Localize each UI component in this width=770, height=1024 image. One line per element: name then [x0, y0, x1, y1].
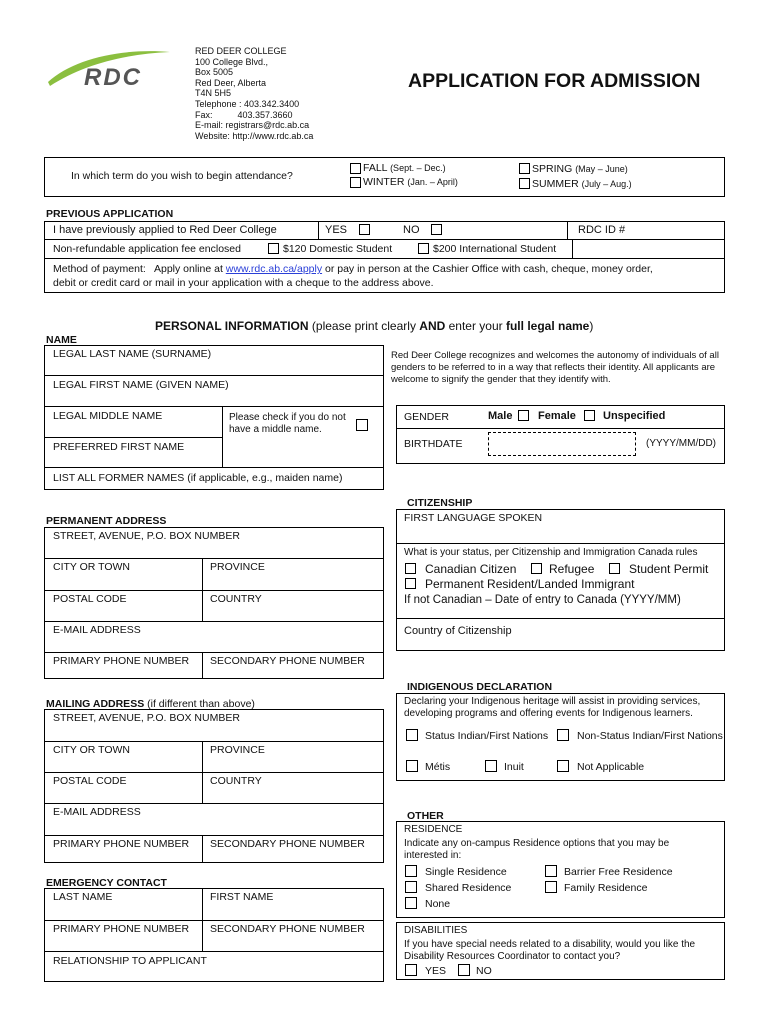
- canadian-label: Canadian Citizen: [425, 562, 517, 576]
- refugee-checkbox[interactable]: [531, 563, 542, 574]
- mailing-city-field[interactable]: CITY OR TOWN: [53, 744, 131, 756]
- previous-heading: PREVIOUS APPLICATION: [46, 208, 174, 220]
- birthdate-input[interactable]: [488, 432, 636, 456]
- winter-option: [363, 176, 458, 188]
- barrier-free-label: Barrier Free Residence: [564, 866, 673, 878]
- permanent-heading: PERMANENT ADDRESS: [46, 515, 167, 527]
- page-title: APPLICATION FOR ADMISSION: [408, 70, 701, 92]
- summer-label: SUMMER: [532, 178, 579, 190]
- summer-dates: (July – Aug.): [581, 179, 632, 189]
- previous-yes-label: YES: [325, 224, 348, 236]
- personal-heading: [155, 319, 593, 333]
- address-line: 100 College Blvd.,: [195, 56, 269, 67]
- personal-heading-close: ): [589, 319, 594, 333]
- fall-option: [363, 162, 446, 174]
- not-applicable-checkbox[interactable]: [557, 760, 569, 772]
- previous-yes-checkbox[interactable]: [359, 224, 370, 235]
- residence-note: Indicate any on-campus Residence options that you may be interested in:: [404, 838, 670, 861]
- permanent-street-field[interactable]: STREET, AVENUE, P.O. BOX NUMBER: [53, 530, 240, 542]
- spring-dates: (May – June): [575, 164, 628, 174]
- spring-label: SPRING: [532, 163, 573, 175]
- name-heading: NAME: [46, 334, 77, 346]
- status-indian-label: Status Indian/First Nations: [425, 730, 549, 742]
- permanent-primary-phone-field[interactable]: PRIMARY PHONE NUMBER: [53, 655, 190, 667]
- birthdate-format: (YYYY/MM/DD): [646, 438, 716, 449]
- previous-no-checkbox[interactable]: [431, 224, 442, 235]
- payment-text-cont: or pay in person at the Cashier Office with cash, cheque, money order,: [322, 263, 653, 275]
- address-line: T4N 5H5: [195, 88, 232, 99]
- emergency-heading: EMERGENCY CONTACT: [46, 877, 167, 889]
- indigenous-heading: INDIGENOUS DECLARATION: [407, 681, 553, 693]
- fee-label: Non-refundable application fee enclosed: [53, 243, 241, 255]
- personal-heading-mid: (please print clearly: [308, 319, 420, 333]
- non-status-checkbox[interactable]: [557, 729, 569, 741]
- term-question: In which term do you wish to begin attendance?: [71, 170, 293, 182]
- emergency-first-name-field[interactable]: FIRST NAME: [210, 891, 274, 903]
- emergency-last-name-field[interactable]: LAST NAME: [53, 891, 113, 903]
- mailing-email-field[interactable]: E-MAIL ADDRESS: [53, 806, 141, 818]
- middle-name-field[interactable]: LEGAL MIDDLE NAME: [53, 410, 163, 422]
- student-permit-checkbox[interactable]: [609, 563, 620, 574]
- disabilities-label: DISABILITIES: [404, 925, 468, 936]
- female-checkbox[interactable]: [584, 410, 595, 421]
- mailing-street-field[interactable]: STREET, AVENUE, P.O. BOX NUMBER: [53, 712, 240, 724]
- residence-label: RESIDENCE: [404, 824, 463, 835]
- former-names-field[interactable]: LIST ALL FORMER NAMES (if applicable, e.g., maiden name): [53, 472, 343, 484]
- apply-link[interactable]: www.rdc.ab.ca/apply: [225, 263, 323, 275]
- emergency-secondary-phone-field[interactable]: SECONDARY PHONE NUMBER: [210, 923, 365, 935]
- winter-label: WINTER: [363, 176, 405, 188]
- mailing-province-field[interactable]: PROVINCE: [210, 744, 265, 756]
- disabilities-yes-checkbox[interactable]: [405, 964, 417, 976]
- no-middle-name-note: Please check if you do not have a middle name.: [229, 412, 346, 435]
- male-checkbox[interactable]: [518, 410, 529, 421]
- single-residence-checkbox[interactable]: [405, 865, 417, 877]
- payment-text: Method of payment: Apply online at: [53, 263, 226, 275]
- personal-heading-and: AND: [419, 319, 446, 333]
- personal-heading-bold: PERSONAL INFORMATION: [155, 319, 309, 333]
- non-status-label: Non-Status Indian/First Nations: [577, 730, 723, 742]
- preferred-name-field[interactable]: PREFERRED FIRST NAME: [53, 441, 185, 453]
- refugee-label: Refugee: [549, 562, 595, 576]
- none-residence-label: None: [425, 898, 451, 910]
- personal-heading-post: enter your: [445, 319, 506, 333]
- emergency-primary-phone-field[interactable]: PRIMARY PHONE NUMBER: [53, 923, 190, 935]
- shared-residence-label: Shared Residence: [425, 882, 512, 894]
- previous-no-label: NO: [403, 224, 420, 236]
- birthdate-label: BIRTHDATE: [404, 438, 463, 450]
- mailing-country-field[interactable]: COUNTRY: [210, 775, 262, 787]
- international-fee-checkbox[interactable]: [418, 243, 429, 254]
- status-indian-checkbox[interactable]: [406, 729, 418, 741]
- entry-date-field[interactable]: If not Canadian – Date of entry to Canada (YYYY/MM): [404, 594, 681, 606]
- barrier-free-checkbox[interactable]: [545, 865, 557, 877]
- gender-label: GENDER: [404, 411, 449, 423]
- payment-method: [53, 263, 653, 275]
- international-fee-label: $200 International Student: [433, 243, 557, 255]
- spring-checkbox[interactable]: [519, 163, 530, 174]
- address-line: Red Deer, Alberta: [195, 77, 267, 88]
- rdc-logo: [44, 40, 174, 100]
- permanent-secondary-phone-field[interactable]: SECONDARY PHONE NUMBER: [210, 655, 365, 667]
- logo-text: RDC: [84, 64, 142, 91]
- fall-checkbox[interactable]: [350, 163, 361, 174]
- single-residence-label: Single Residence: [425, 866, 507, 878]
- citizenship-heading: CITIZENSHIP: [407, 497, 473, 509]
- family-residence-checkbox[interactable]: [545, 881, 557, 893]
- mailing-postal-field[interactable]: POSTAL CODE: [53, 775, 127, 787]
- domestic-fee-label: $120 Domestic Student: [283, 243, 393, 255]
- country-of-citizenship-field[interactable]: Country of Citizenship: [404, 625, 512, 637]
- mailing-heading-bold: MAILING ADDRESS: [46, 698, 145, 710]
- inuit-checkbox[interactable]: [485, 760, 497, 772]
- status-question: What is your status, per Citizenship and Immigration Canada rules: [404, 547, 698, 558]
- fall-label: FALL: [363, 162, 388, 174]
- female-label: Female: [538, 410, 576, 422]
- winter-dates: (Jan. – April): [407, 177, 458, 187]
- gender-note: Red Deer College recognizes and welcomes the autonomy of individuals of all genders to be referred to in a way that reflects their identity. All applicants are welcome to signify the gender that they identify with.: [391, 350, 719, 385]
- address-line: Website: http://www.rdc.ab.ca: [195, 130, 314, 141]
- rdc-id-label: RDC ID #: [578, 224, 626, 236]
- permanent-resident-label: Permanent Resident/Landed Immigrant: [425, 577, 635, 591]
- spring-option: [532, 163, 628, 175]
- first-language-field[interactable]: FIRST LANGUAGE SPOKEN: [404, 512, 543, 524]
- not-applicable-label: Not Applicable: [577, 761, 645, 773]
- student-permit-label: Student Permit: [629, 562, 709, 576]
- shared-residence-checkbox[interactable]: [405, 881, 417, 893]
- inuit-label: Inuit: [504, 761, 524, 773]
- address-line: RED DEER COLLEGE: [195, 46, 287, 56]
- disabilities-no-label: NO: [476, 965, 492, 977]
- previous-applied-label: I have previously applied to Red Deer College: [53, 224, 277, 236]
- canadian-checkbox[interactable]: [405, 563, 416, 574]
- permanent-email-field[interactable]: E-MAIL ADDRESS: [53, 624, 141, 636]
- family-residence-label: Family Residence: [564, 882, 648, 894]
- permanent-country-field[interactable]: COUNTRY: [210, 593, 262, 605]
- disabilities-note: If you have special needs related to a disability, would you like the Disability Resources Coordinator to contact you?: [404, 939, 696, 962]
- address-line: Telephone : 403.342.3400: [195, 98, 300, 109]
- college-address: [195, 46, 313, 141]
- indigenous-note: Declaring your Indigenous heritage will assist in providing services, developing programs and offering events for Indigenous learners.: [404, 696, 701, 719]
- metis-label: Métis: [425, 761, 451, 773]
- summer-checkbox[interactable]: [519, 178, 530, 189]
- none-residence-checkbox[interactable]: [405, 897, 417, 909]
- winter-checkbox[interactable]: [350, 177, 361, 188]
- permanent-province-field[interactable]: PROVINCE: [210, 561, 265, 573]
- personal-heading-legal: full legal name: [505, 319, 590, 333]
- address-line: Box 5005: [195, 67, 234, 78]
- unspecified-label: Unspecified: [603, 410, 666, 422]
- relationship-field[interactable]: RELATIONSHIP TO APPLICANT: [53, 955, 207, 967]
- summer-option: [532, 178, 632, 190]
- no-middle-name-checkbox[interactable]: [356, 419, 368, 431]
- metis-checkbox[interactable]: [406, 760, 418, 772]
- first-name-field[interactable]: LEGAL FIRST NAME (GIVEN NAME): [53, 379, 229, 391]
- mailing-secondary-phone-field[interactable]: SECONDARY PHONE NUMBER: [210, 838, 365, 850]
- other-heading: OTHER: [407, 810, 444, 822]
- permanent-city-field[interactable]: CITY OR TOWN: [53, 561, 131, 573]
- disabilities-yes-label: YES: [425, 965, 447, 977]
- address-line: E-mail: registrars@rdc.ab.ca: [195, 120, 310, 131]
- permanent-postal-field[interactable]: POSTAL CODE: [53, 593, 127, 605]
- domestic-fee-checkbox[interactable]: [268, 243, 279, 254]
- male-label: Male: [488, 410, 513, 422]
- disabilities-no-checkbox[interactable]: [458, 964, 470, 976]
- mailing-heading-note: (if different than above): [144, 698, 255, 710]
- address-line: Fax: 403.357.3660: [195, 109, 293, 120]
- last-name-field[interactable]: LEGAL LAST NAME (SURNAME): [53, 348, 212, 360]
- fall-dates: (Sept. – Dec.): [390, 163, 446, 173]
- mailing-primary-phone-field[interactable]: PRIMARY PHONE NUMBER: [53, 838, 190, 850]
- permanent-resident-checkbox[interactable]: [405, 578, 416, 589]
- payment-method-line2: debit or credit card or mail in your application with a cheque to the address above.: [53, 277, 434, 289]
